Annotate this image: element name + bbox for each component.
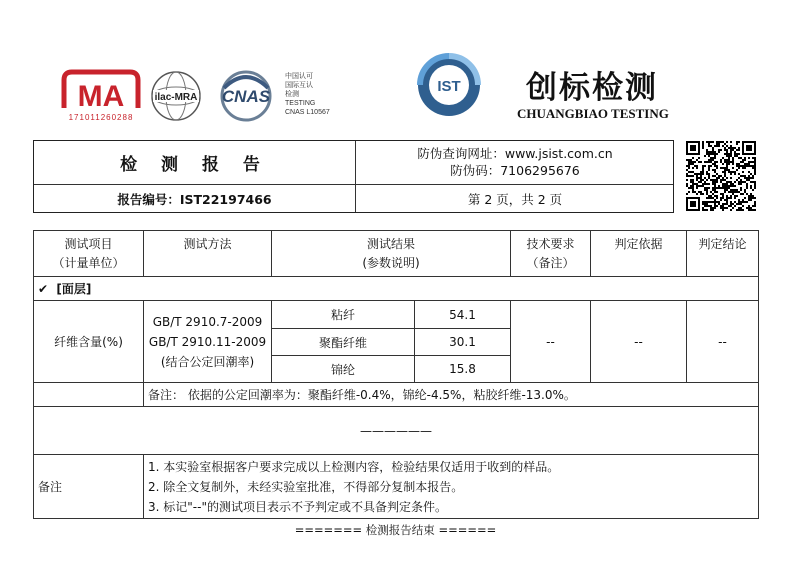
fiber-value: 30.1 [415,329,511,356]
fiber-value: 15.8 [415,356,511,383]
note-item: 2. 除全文复制外，未经实验室批准，不得部分复制本报告。 [148,479,464,494]
table-header-row [34,231,759,277]
page-info: 第 2 页，共 2 页 [467,192,563,207]
svg-text:IST: IST [437,78,461,95]
fiber-name: 锦纶 [272,356,415,383]
section-label: ✔ [面层] [34,277,759,301]
report-end-marker: ======= 检测报告结束 ====== [294,523,497,537]
test-results-table [33,230,759,519]
report-number: 报告编号：IST22197466 [117,192,272,207]
cnas-line-2: 国际互认 [285,82,313,89]
fiber-name: 粘纤 [272,301,415,329]
fiber-basis: -- [591,301,687,383]
fiber-remark: 备注： 依据的公定回潮率为：聚酯纤维-0.4%，锦纶-4.5%，粘胶纤维-13.0%。 [144,383,759,407]
notes-row [34,455,759,519]
cnas-line-5: CNAS L10567 [285,109,330,116]
note-item: 3. 标记"--"的测试项目表示不予判定或不具备判定条件。 [148,499,447,514]
blank-row [34,407,759,455]
svg-text:MA: MA [77,80,125,113]
header-method: 测试方法 [144,231,272,277]
check-icon: ✔ [38,282,49,296]
qr-code-icon [686,141,756,211]
header-tech-requirement: 技术要求 （备注） [511,231,591,277]
fiber-method: GB/T 2910.7-2009 GB/T 2910.11-2009 (结合公定回潮率) [144,301,272,383]
cnas-logo [210,70,282,122]
cnas-line-3: 检测 [285,91,299,98]
fiber-item: 纤维含量(%) [34,301,144,383]
cnas-line-1: 中国认可 [285,73,313,80]
query-url: 防伪查询网址：www.jsist.com.cn [417,146,613,161]
notes-label: 备注 [34,455,144,519]
note-item: 1. 本实验室根据客户要求完成以上检测内容，检验结果仅适用于收到的样品。 [148,459,560,474]
ist-logo [416,52,482,118]
cnas-line-4: TESTING [285,100,316,107]
svg-text:CNAS: CNAS [221,87,271,106]
report-header [33,140,674,213]
blank-divider: —————— [34,407,759,455]
header-conclusion: 判定结论 [687,231,759,277]
notes-list [144,455,759,519]
anti-fake-code: 防伪码：7106295676 [450,163,580,178]
header-item: 测试项目 （计量单位） [34,231,144,277]
cma-number: 171011260288 [68,113,134,122]
fiber-remark-row [34,383,759,407]
fiber-conclusion: -- [687,301,759,383]
header-result: 测试结果 (参数说明) [272,231,511,277]
fiber-tech: -- [511,301,591,383]
fiber-row-1 [34,301,759,329]
fiber-value: 54.1 [415,301,511,329]
brand-name-cn: 创标检测 [526,70,658,106]
ilac-mra-logo [150,70,202,122]
section-row [34,277,759,301]
anti-fake-info [356,145,674,179]
report-title: 检 测 报 告 [120,155,269,175]
header-basis: 判定依据 [591,231,687,277]
cnas-side-text [285,72,330,117]
fiber-name: 聚酯纤维 [272,329,415,356]
svg-text:ilac-MRA: ilac-MRA [154,92,198,103]
brand-name-en: CHUANGBIAO TESTING [517,106,669,121]
